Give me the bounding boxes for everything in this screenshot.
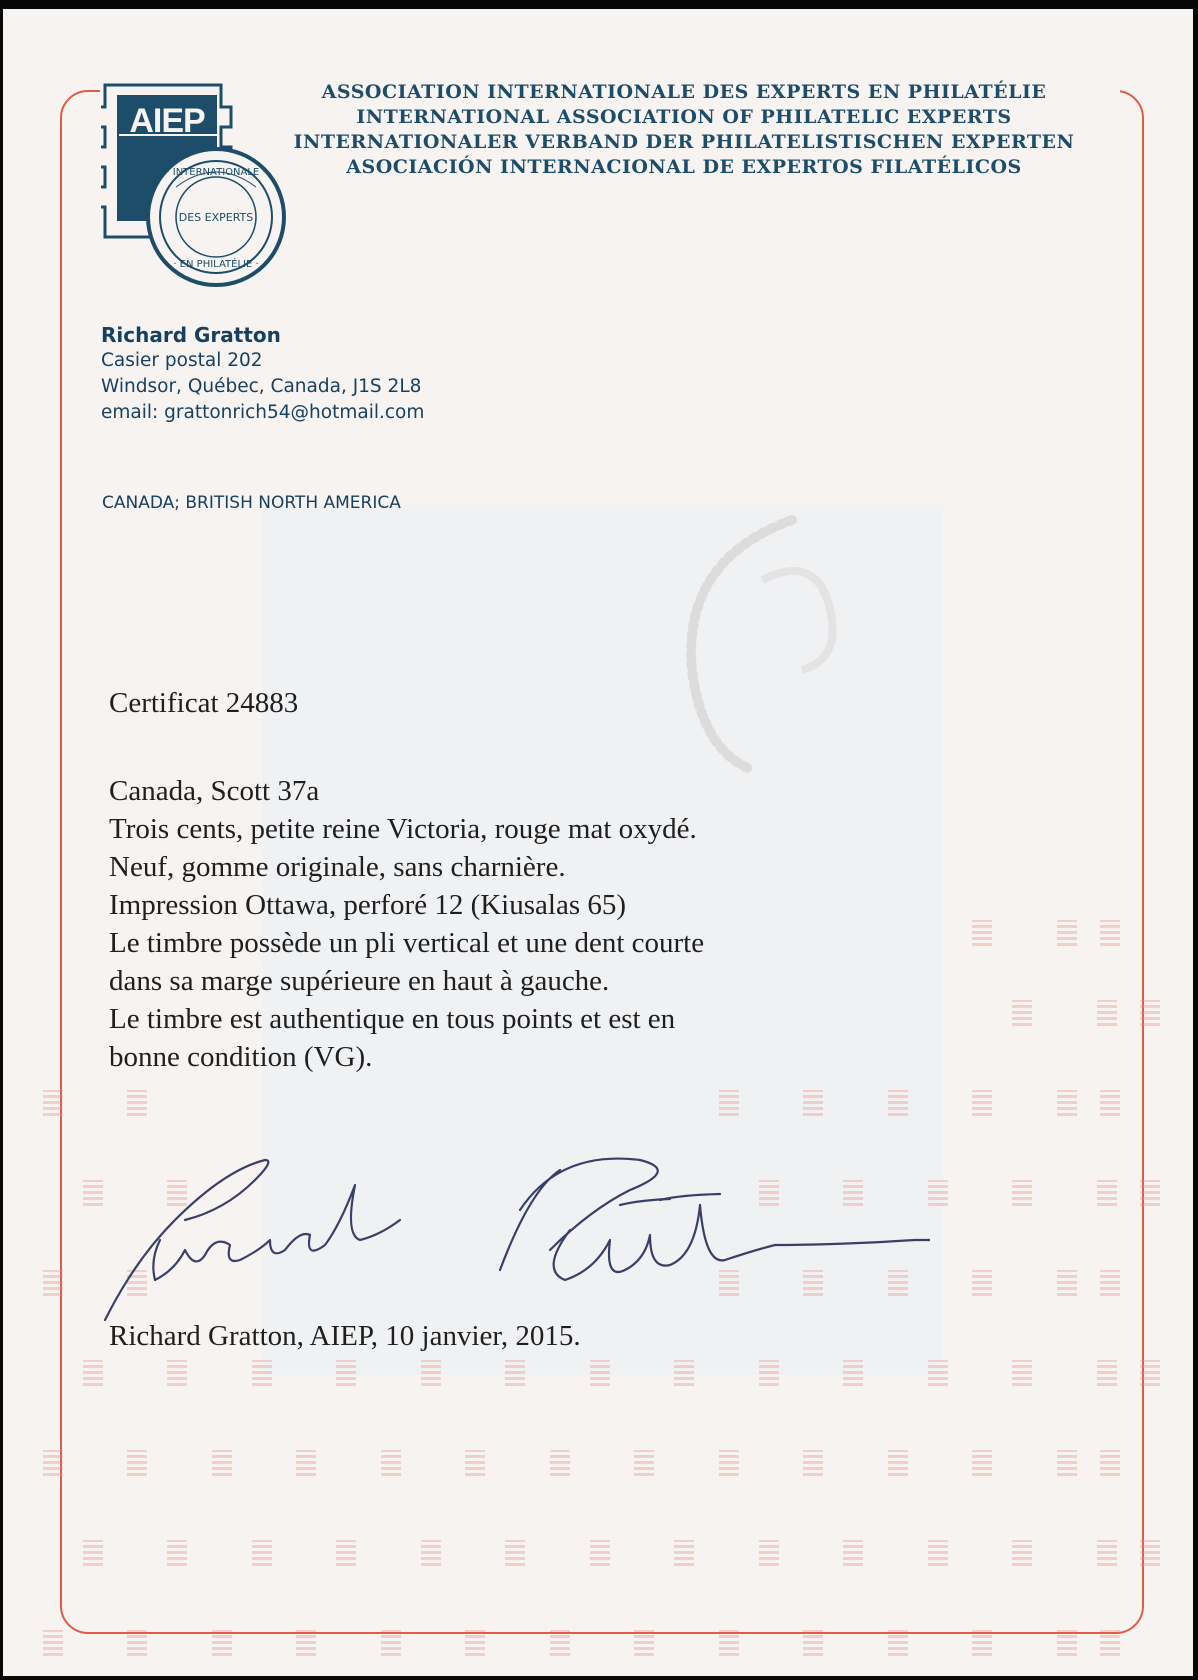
assoc-line-german: INTERNATIONALER VERBAND DER PHILATELISTISCHEN EXPERTEN bbox=[293, 131, 1075, 153]
body-line: Neuf, gomme originale, sans charnière. bbox=[109, 851, 566, 883]
expert-name: Richard Gratton bbox=[101, 323, 281, 347]
signature-caption: Richard Gratton, AIEP, 10 janvier, 2015. bbox=[109, 1320, 581, 1352]
body-line: Le timbre possède un pli vertical et une dent courte bbox=[109, 927, 705, 959]
svg-text:DES EXPERTS: DES EXPERTS bbox=[178, 211, 254, 224]
certificate-body bbox=[109, 772, 704, 1076]
certificate-number: Certificat 24883 bbox=[109, 687, 299, 719]
assoc-line-french: ASSOCIATION INTERNATIONALE DES EXPERTS EN PHILATÉLIE bbox=[321, 81, 1047, 103]
body-line: dans sa marge supérieure en haut à gauche. bbox=[109, 965, 610, 997]
handwritten-signature bbox=[100, 1120, 930, 1330]
body-line: bonne condition (VG). bbox=[109, 1041, 373, 1073]
email-line[interactable]: email: grattonrich54@hotmail.com bbox=[101, 402, 425, 423]
address-line-2: Windsor, Québec, Canada, J1S 2L8 bbox=[101, 376, 422, 397]
expert-contact-block bbox=[101, 322, 424, 426]
region-label: CANADA; BRITISH NORTH AMERICA bbox=[102, 493, 401, 513]
body-line: Canada, Scott 37a bbox=[109, 775, 320, 807]
address-line-1: Casier postal 202 bbox=[101, 350, 263, 371]
svg-text:· EN PHILATÉLIE ·: · EN PHILATÉLIE · bbox=[173, 259, 259, 270]
body-line: Le timbre est authentique en tous points et est en bbox=[109, 1003, 676, 1035]
svg-text:AIEP: AIEP bbox=[129, 102, 205, 140]
svg-text:· INTERNATIONALE ·: · INTERNATIONALE · bbox=[166, 167, 266, 178]
assoc-line-english: INTERNATIONAL ASSOCIATION OF PHILATELIC EXPERTS bbox=[356, 106, 1012, 128]
body-line: Trois cents, petite reine Victoria, rouge mat oxydé. bbox=[109, 813, 697, 845]
assoc-line-spanish: ASOCIACIÓN INTERNACIONAL DE EXPERTOS FILATÉLICOS bbox=[346, 156, 1022, 178]
association-names bbox=[234, 80, 1134, 180]
body-line: Impression Ottawa, perforé 12 (Kiusalas 65) bbox=[109, 889, 627, 921]
embossed-seal bbox=[662, 510, 892, 810]
